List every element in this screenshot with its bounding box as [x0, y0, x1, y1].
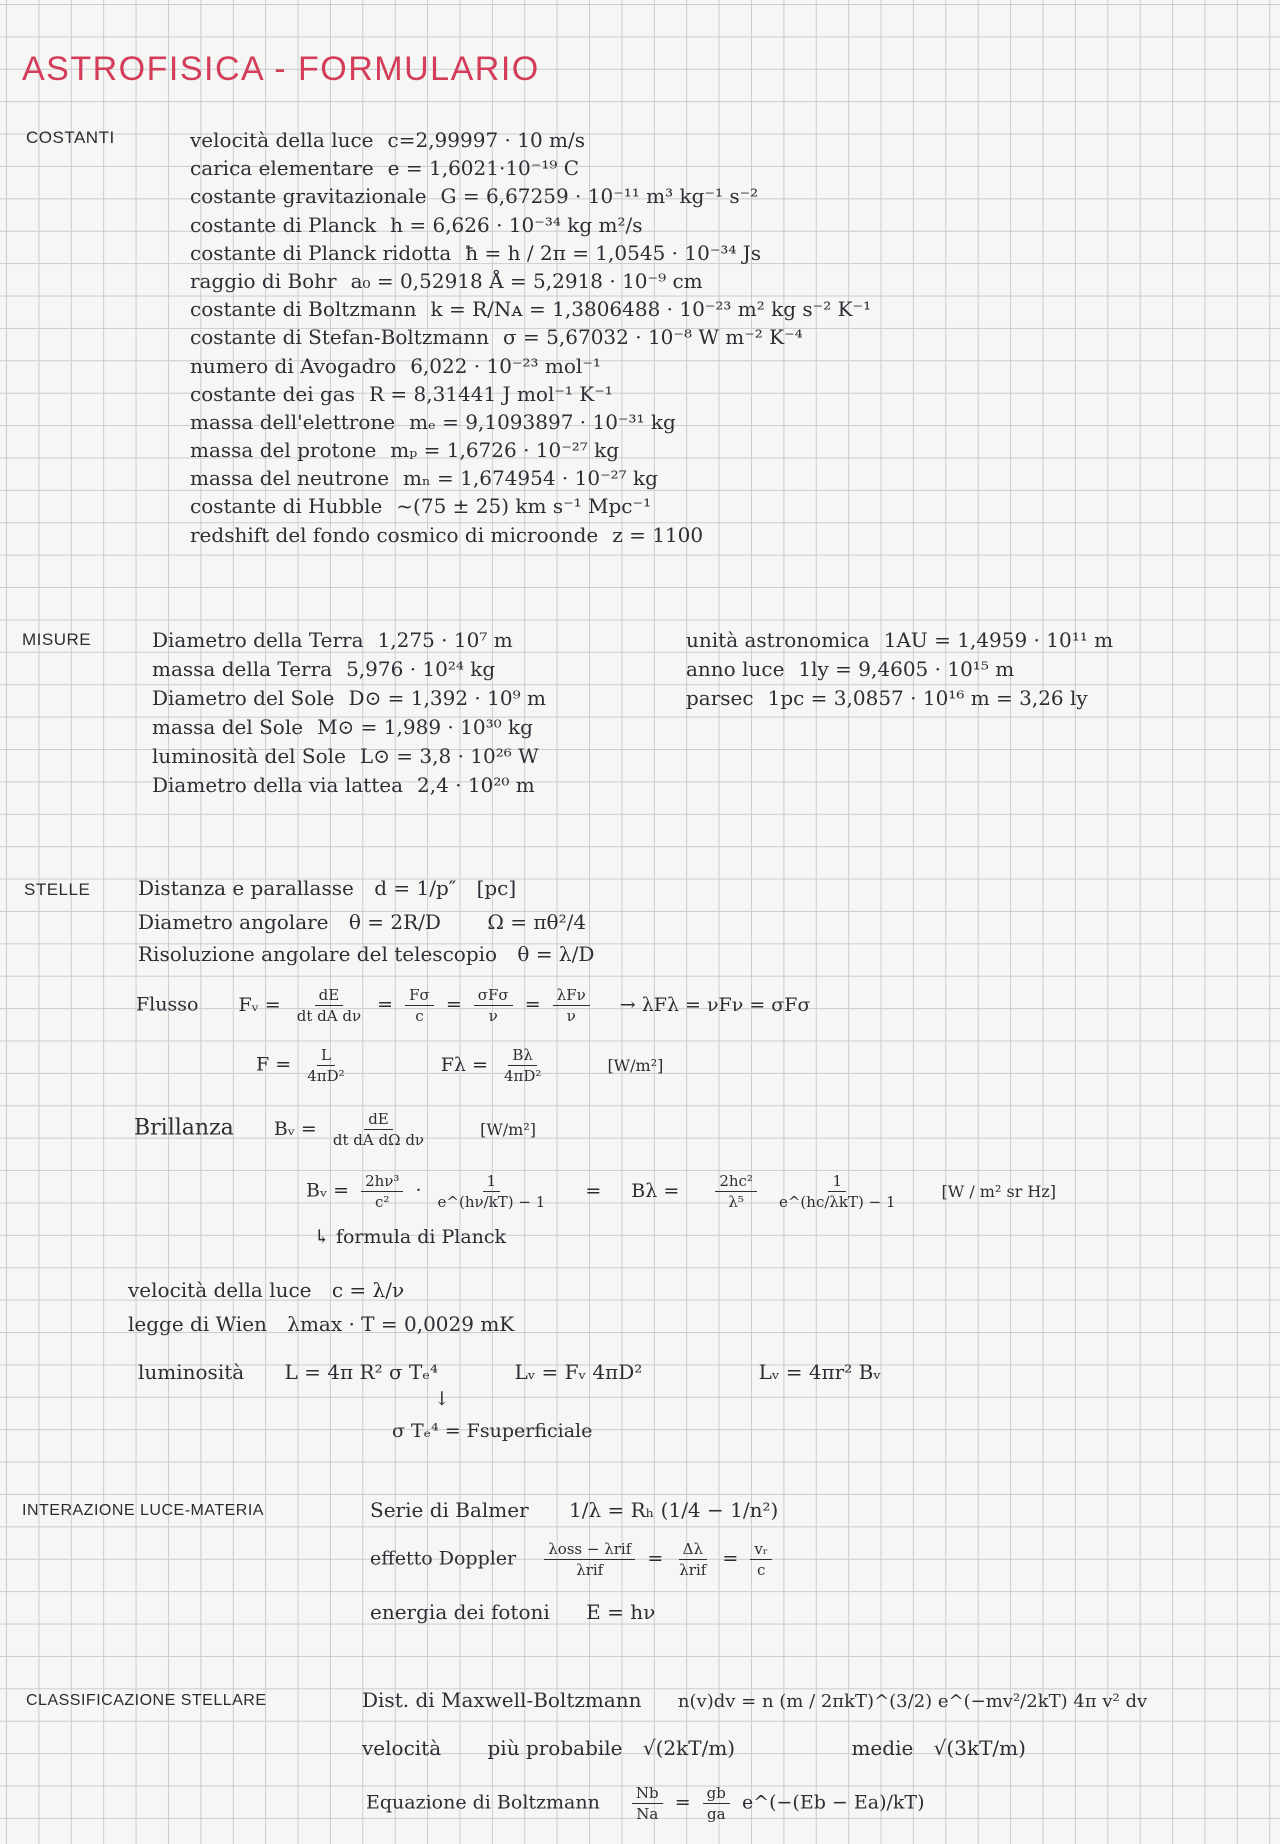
- item-value: h = 6,626 · 10⁻³⁴ kg m²/s: [390, 212, 643, 237]
- frac-den: 4πD²: [503, 1067, 542, 1085]
- list-item: [190, 352, 871, 380]
- frac-num: dE: [315, 986, 344, 1006]
- photon-energy-line: [370, 1598, 655, 1626]
- maxwell-boltzmann-line: [362, 1686, 1147, 1716]
- list-item: [686, 655, 1113, 684]
- item-label: massa del Sole: [152, 715, 304, 739]
- list-item: [152, 655, 546, 684]
- flux-luminosity-line: [256, 1046, 663, 1085]
- item-value: ~(75 ± 25) km s⁻¹ Mpc⁻¹: [396, 494, 652, 519]
- frac-num: 1: [828, 1172, 846, 1192]
- planck-line: [306, 1172, 1056, 1211]
- photon-energy-label: energia dei fotoni: [370, 1600, 550, 1624]
- luminosity-eq2: Lᵥ = Fᵥ 4πD²: [514, 1360, 643, 1384]
- planck-unit: [W / m² sr Hz]: [941, 1181, 1057, 1201]
- item-value: z = 1100: [612, 522, 704, 547]
- item-value: σ = 5,67032 · 10⁻⁸ W m⁻² K⁻⁴: [503, 325, 803, 350]
- frac-den: c: [415, 1007, 424, 1025]
- frac-num: λoss − λrif: [544, 1540, 635, 1560]
- item-label: costante di Planck ridotta: [190, 240, 452, 265]
- frac-num: Δλ: [679, 1540, 707, 1560]
- item-value: mₙ = 1,674954 · 10⁻²⁷ kg: [403, 466, 658, 491]
- section-heading-costanti: COSTANTI: [26, 128, 115, 147]
- arrow-down-icon: ↓: [434, 1388, 450, 1410]
- list-item: [190, 267, 871, 295]
- maxwell-boltzmann-eq: n(v)dv = n (m / 2πkT)^(3/2) e^(−mv²/2kT) 4π v² dv: [677, 1691, 1148, 1712]
- item-value: a₀ = 0,52918 Å = 5,2918 · 10⁻⁹ cm: [350, 268, 703, 293]
- flux-lambda-frac: [500, 1046, 545, 1085]
- wien-eq: λmax · T = 0,0029 mK: [287, 1312, 515, 1336]
- section-heading-interazione: INTERAZIONE LUCE-MATERIA: [22, 1502, 264, 1519]
- brightness-frac: [329, 1110, 428, 1149]
- frac-den: c: [756, 1561, 766, 1579]
- item-label: redshift del fondo cosmico di microonde: [190, 522, 599, 547]
- distance-label: Distanza e parallasse: [138, 876, 354, 900]
- item-value: D⊙ = 1,392 · 10⁹ m: [348, 686, 546, 710]
- item-value: 1,275 · 10⁷ m: [377, 628, 513, 652]
- boltzmann-frac-2: [703, 1784, 730, 1823]
- boltzmann-frac-1: [632, 1784, 663, 1823]
- doppler-line: [370, 1540, 778, 1579]
- dot-operator: ·: [415, 1179, 422, 1202]
- flux-f-lhs: F =: [256, 1053, 292, 1076]
- item-label: costante dei gas: [190, 381, 355, 406]
- frac-den: 4πD²: [307, 1067, 345, 1085]
- balmer-label: Serie di Balmer: [370, 1498, 529, 1522]
- luminosity-line: [138, 1358, 881, 1386]
- angular-diameter-line: [138, 908, 586, 936]
- list-item: [152, 713, 546, 742]
- frac-den: λrif: [679, 1561, 707, 1579]
- luminosity-eq3: Lᵥ = 4πr² Bᵥ: [758, 1360, 881, 1384]
- page-title: ASTROFISICA - FORMULARIO: [22, 50, 540, 88]
- item-label: raggio di Bohr: [190, 268, 337, 293]
- distance-line: [138, 874, 516, 902]
- balmer-line: [370, 1496, 778, 1524]
- item-label: massa dell'elettrone: [190, 409, 396, 434]
- planck-lhs: Bᵥ =: [306, 1179, 350, 1202]
- light-speed-label: velocità della luce: [128, 1278, 312, 1302]
- surface-flux-note: σ Tₑ⁴ = Fsuperficiale: [392, 1420, 593, 1442]
- velocity-line: [362, 1734, 1026, 1762]
- list-item: [190, 323, 871, 351]
- planck-frac-4: [775, 1172, 900, 1211]
- item-value: 6,022 · 10⁻²³ mol⁻¹: [410, 353, 601, 378]
- frac-num: Bλ: [508, 1046, 537, 1066]
- section-heading-classificazione: CLASSIFICAZIONE STELLARE: [26, 1692, 267, 1709]
- distance-equation: d = 1/p″: [374, 876, 457, 900]
- equals-sign: =: [445, 993, 462, 1016]
- item-label: Diametro della via lattea: [152, 773, 403, 797]
- flux-f-frac: [303, 1046, 348, 1085]
- wien-label: legge di Wien: [128, 1312, 267, 1336]
- list-item: [190, 182, 871, 210]
- mean-label: medie: [851, 1736, 914, 1760]
- planck-lambda-lhs: Bλ =: [631, 1179, 680, 1202]
- item-label: costante di Hubble: [190, 494, 383, 519]
- list-item: [190, 380, 871, 408]
- flux-unit: [W/m²]: [607, 1055, 664, 1075]
- item-value: mₚ = 1,6726 · 10⁻²⁷ kg: [390, 438, 620, 463]
- list-item: [190, 126, 871, 154]
- planck-note: ↳ formula di Planck: [314, 1226, 507, 1248]
- list-item: [152, 742, 546, 771]
- frac-den: e^(hν/kT) − 1: [437, 1193, 546, 1211]
- item-label: costante di Boltzmann: [190, 297, 417, 322]
- planck-frac-3: [715, 1172, 757, 1211]
- angular-resolution-eq: θ = λ/D: [517, 942, 595, 966]
- list-item: [152, 684, 546, 713]
- item-value: 1ly = 9,4605 · 10¹⁵ m: [798, 657, 1015, 681]
- item-label: anno luce: [686, 657, 785, 681]
- list-item: [190, 239, 871, 267]
- list-item: [190, 492, 871, 520]
- frac-num: vᵣ: [750, 1540, 772, 1560]
- equals-sign: =: [524, 993, 541, 1016]
- item-label: carica elementare: [190, 156, 374, 181]
- list-item: [190, 408, 871, 436]
- measures-list-right: [686, 626, 1113, 713]
- item-label: Diametro della Terra: [152, 628, 364, 652]
- frac-num: L: [317, 1046, 335, 1066]
- doppler-frac-2: [675, 1540, 710, 1579]
- item-label: Diametro del Sole: [152, 686, 335, 710]
- frac-den: Na: [636, 1805, 659, 1823]
- flux-label: Flusso: [136, 993, 199, 1016]
- item-label: luminosità del Sole: [152, 744, 346, 768]
- measures-list-left: [152, 626, 546, 800]
- planck-frac-2: [434, 1172, 550, 1211]
- item-value: e = 1,6021·10⁻¹⁹ C: [387, 156, 580, 181]
- boltzmann-label: Equazione di Boltzmann: [366, 1791, 600, 1814]
- item-value: R = 8,31441 J mol⁻¹ K⁻¹: [368, 381, 613, 406]
- brightness-line: [134, 1110, 536, 1149]
- light-speed-line: [128, 1276, 404, 1304]
- frac-num: 2hν³: [361, 1172, 403, 1192]
- frac-den: λrif: [576, 1561, 604, 1579]
- list-item: [190, 295, 871, 323]
- frac-num: Nb: [632, 1784, 663, 1804]
- angular-resolution-label: Risoluzione angolare del telescopio: [138, 942, 498, 966]
- list-item: [152, 626, 546, 655]
- item-value: 5,976 · 10²⁴ kg: [346, 657, 496, 681]
- item-value: L⊙ = 3,8 · 10²⁶ W: [359, 744, 539, 768]
- brightness-lhs: Bᵥ =: [273, 1117, 317, 1140]
- item-value: 2,4 · 10²⁰ m: [417, 773, 535, 797]
- wien-line: [128, 1310, 514, 1338]
- item-value: c=2,99997 · 10 m/s: [387, 128, 586, 152]
- flux-frac-2: [405, 986, 434, 1025]
- item-value: 1AU = 1,4959 · 10¹¹ m: [883, 628, 1114, 652]
- flux-lhs: Fᵥ =: [238, 993, 281, 1016]
- light-speed-eq: c = λ/ν: [331, 1278, 405, 1302]
- frac-num: gb: [703, 1784, 730, 1804]
- photon-energy-eq: E = hν: [586, 1600, 656, 1624]
- item-label: velocità della luce: [190, 128, 374, 152]
- item-label: unità astronomica: [686, 628, 870, 652]
- item-label: massa della Terra: [152, 657, 333, 681]
- most-probable-eq: √(2kT/m): [642, 1736, 736, 1760]
- angular-diameter-eq2: Ω = πθ²/4: [487, 910, 587, 934]
- list-item: [190, 521, 871, 549]
- brightness-unit: [W/m²]: [480, 1119, 536, 1139]
- frac-num: 1: [483, 1172, 501, 1192]
- list-item: [686, 684, 1113, 713]
- list-item: [190, 436, 871, 464]
- equals-sign: =: [377, 993, 394, 1016]
- list-item: [190, 464, 871, 492]
- item-label: numero di Avogadro: [190, 353, 397, 378]
- flux-frac-3: [474, 986, 513, 1025]
- doppler-frac-1: [544, 1540, 635, 1579]
- constants-list: [190, 126, 871, 549]
- flux-relation: → λFλ = νFν = σFσ: [619, 993, 811, 1016]
- flux-frac-4: [553, 986, 590, 1025]
- frac-num: dE: [364, 1110, 393, 1130]
- item-label: massa del protone: [190, 438, 377, 463]
- balmer-eq: 1/λ = Rₕ (1/4 − 1/n²): [568, 1498, 779, 1522]
- frac-den: e^(hc/λkT) − 1: [778, 1193, 896, 1211]
- list-item: [190, 154, 871, 182]
- most-probable-label: più probabile: [487, 1736, 623, 1760]
- list-item: [152, 771, 546, 800]
- item-value: M⊙ = 1,989 · 10³⁰ kg: [317, 715, 533, 739]
- boltzmann-line: [366, 1784, 925, 1823]
- frac-den: ν: [488, 1007, 498, 1025]
- frac-num: λFν: [553, 986, 590, 1006]
- flux-lambda-lhs: Fλ =: [440, 1053, 488, 1076]
- item-value: 1pc = 3,0857 · 10¹⁶ m = 3,26 ly: [767, 686, 1088, 710]
- luminosity-label: luminosità: [138, 1360, 245, 1384]
- flux-frac-1: [293, 986, 365, 1025]
- frac-den: λ⁵: [728, 1193, 744, 1211]
- boltzmann-exponential: e^(−(Eb − Ea)/kT): [741, 1791, 925, 1814]
- frac-den: ν: [566, 1007, 576, 1025]
- item-value: mₑ = 9,1093897 · 10⁻³¹ kg: [409, 409, 676, 434]
- frac-num: 2hc²: [715, 1172, 757, 1192]
- item-label: costante di Planck: [190, 212, 377, 237]
- item-value: G = 6,67259 · 10⁻¹¹ m³ kg⁻¹ s⁻²: [440, 184, 759, 209]
- frac-num: σFσ: [474, 986, 513, 1006]
- maxwell-boltzmann-label: Dist. di Maxwell-Boltzmann: [362, 1688, 642, 1712]
- doppler-frac-3: [750, 1540, 772, 1579]
- angular-diameter-eq1: θ = 2R/D: [348, 910, 441, 934]
- section-heading-misure: MISURE: [22, 630, 92, 649]
- flux-line: [136, 986, 810, 1025]
- mean-eq: √(3kT/m): [933, 1736, 1026, 1760]
- item-value: k = R/Nᴀ = 1,3806488 · 10⁻²³ m² kg s⁻² K⁻¹: [430, 297, 872, 322]
- frac-den: dt dA dΩ dν: [332, 1131, 425, 1149]
- item-label: costante di Stefan-Boltzmann: [190, 325, 490, 350]
- distance-unit: [pc]: [476, 876, 517, 900]
- equals-sign: =: [722, 1547, 739, 1570]
- item-label: massa del neutrone: [190, 466, 390, 491]
- brightness-label: Brillanza: [134, 1115, 234, 1141]
- list-item: [686, 626, 1113, 655]
- frac-den: ga: [707, 1805, 726, 1823]
- item-label: parsec: [686, 686, 754, 710]
- item-value: ħ = h / 2π = 1,0545 · 10⁻³⁴ Js: [465, 240, 762, 265]
- section-heading-stelle: STELLE: [24, 880, 91, 899]
- list-item: [190, 211, 871, 239]
- luminosity-eq1: L = 4π R² σ Tₑ⁴: [284, 1360, 439, 1384]
- velocity-label: velocità: [362, 1736, 442, 1760]
- angular-resolution-line: [138, 940, 594, 968]
- doppler-label: effetto Doppler: [370, 1547, 517, 1570]
- frac-den: dt dA dν: [296, 1007, 362, 1025]
- item-label: costante gravitazionale: [190, 184, 427, 209]
- frac-num: Fσ: [405, 986, 434, 1006]
- angular-diameter-label: Diametro angolare: [138, 910, 329, 934]
- equals-sign: =: [647, 1547, 664, 1570]
- equals-sign: =: [674, 1791, 691, 1814]
- equals-sign: =: [585, 1179, 602, 1202]
- planck-frac-1: [361, 1172, 403, 1211]
- frac-den: c²: [375, 1193, 390, 1211]
